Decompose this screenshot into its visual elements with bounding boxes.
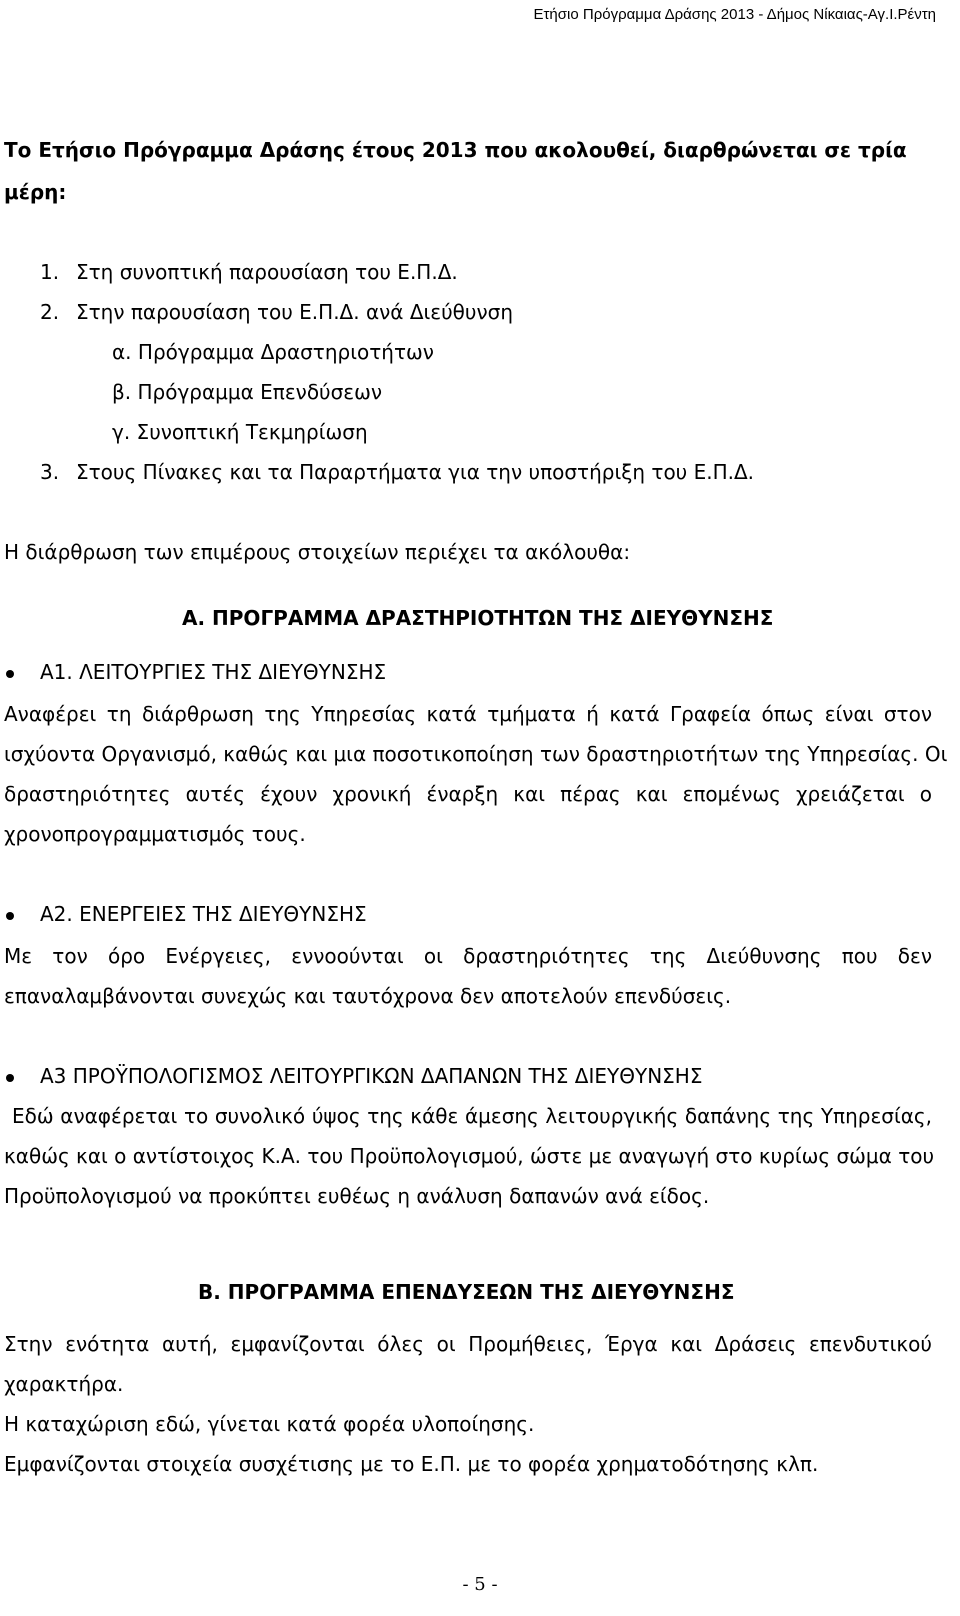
intro-line-1: Το Ετήσιο Πρόγραμμα Δράσης έτους 2013 που ακολουθεί, διαρθρώνεται σε τρία [4,138,907,162]
list-item-number: 1. [40,260,60,284]
list-item-3 [40,460,754,484]
section-b-paragraph-line: Στην ενότητα αυτή, εμφανίζονται όλες οι Προμήθειες, Έργα και Δράσεις επενδυτικού [4,1332,932,1356]
a2-paragraph-line: Με τον όρο Ενέργειες, εννοούνται οι δραστηριότητες της Διεύθυνσης που δεν [4,944,932,968]
list-item-number: 2. [40,300,60,324]
list-item-2 [40,300,513,324]
bullet-icon [6,912,14,920]
section-b-paragraph-line: χαρακτήρα. [4,1372,124,1396]
sublist-item-b: β. Πρόγραμμα Επενδύσεων [112,380,383,404]
a1-paragraph-line: χρονοπρογραμματισμός τους. [4,822,306,846]
sublist-item-a: α. Πρόγραμμα Δραστηριοτήτων [112,340,434,364]
a2-paragraph-line: επαναλαμβάνονται συνεχώς και ταυτόχρονα δεν αποτελούν επενδύσεις. [4,984,732,1008]
bullet-icon [6,670,14,678]
lead-in-text: Η διάρθρωση των επιμέρους στοιχείων περιέχει τα ακόλουθα: [4,540,631,564]
a3-paragraph-line: Προϋπολογισμού να προκύπτει ευθέως η ανάλυση δαπανών ανά είδος. [4,1184,710,1208]
bullet-icon [6,1074,14,1082]
a2-heading: Α2. ΕΝΕΡΓΕΙΕΣ ΤΗΣ ΔΙΕΥΘΥΝΣΗΣ [40,902,367,926]
a1-paragraph-line: Αναφέρει τη διάρθρωση της Υπηρεσίας κατά τμήματα ή κατά Γραφεία όπως είναι στον [4,702,932,726]
sublist-item-c: γ. Συνοπτική Τεκμηρίωση [112,420,368,444]
a3-paragraph-line: Εδώ αναφέρεται το συνολικό ύψος της κάθε άμεσης λειτουργικής δαπάνης της Υπηρεσίας, [12,1104,932,1128]
intro-line-2: μέρη: [4,180,67,204]
page-number: - 5 - [462,1574,498,1595]
section-b-paragraph-line: Η καταχώριση εδώ, γίνεται κατά φορέα υλοποίησης. [4,1412,535,1436]
list-item-text: Στους Πίνακες και τα Παραρτήματα για την υποστήριξη του Ε.Π.Δ. [76,460,755,484]
list-item-text: Στην παρουσίαση του Ε.Π.Δ. ανά Διεύθυνση [76,300,514,324]
list-item-1 [40,260,458,284]
list-item-text: Στη συνοπτική παρουσίαση του Ε.Π.Δ. [76,260,458,284]
list-item-number: 3. [40,460,60,484]
a1-paragraph-line: δραστηριότητες αυτές έχουν χρονική έναρξη και πέρας και επομένως χρειάζεται ο [4,782,932,806]
a3-paragraph-line: καθώς και ο αντίστοιχος Κ.Α. του Προϋπολογισμού, ώστε με αναγωγή στο κυρίως σώμα του [4,1144,935,1168]
section-b-heading: Β. ΠΡΟΓΡΑΜΜΑ ΕΠΕΝΔΥΣΕΩΝ ΤΗΣ ΔΙΕΥΘΥΝΣΗΣ [198,1280,735,1304]
a1-paragraph-line: ισχύοντα Οργανισμό, καθώς και μια ποσοτικοποίηση των δραστηριοτήτων της Υπηρεσίας. Οι [4,742,948,766]
section-a-heading: Α. ΠΡΟΓΡΑΜΜΑ ΔΡΑΣΤΗΡΙΟΤΗΤΩΝ ΤΗΣ ΔΙΕΥΘΥΝΣΗΣ [182,606,774,630]
running-header: Ετήσιο Πρόγραμμα Δράσης 2013 - Δήμος Νίκαιας-Αγ.Ι.Ρέντη [533,6,936,23]
a3-heading: Α3 ΠΡΟΫΠΟΛΟΓΙΣΜΟΣ ΛΕΙΤΟΥΡΓΙΚΩΝ ΔΑΠΑΝΩΝ ΤΗΣ ΔΙΕΥΘΥΝΣΗΣ [40,1064,703,1088]
section-b-paragraph-line: Εμφανίζονται στοιχεία συσχέτισης με το Ε.Π. με το φορέα χρηματοδότησης κλπ. [4,1452,819,1476]
a1-heading: Α1. ΛΕΙΤΟΥΡΓΙΕΣ ΤΗΣ ΔΙΕΥΘΥΝΣΗΣ [40,660,387,684]
